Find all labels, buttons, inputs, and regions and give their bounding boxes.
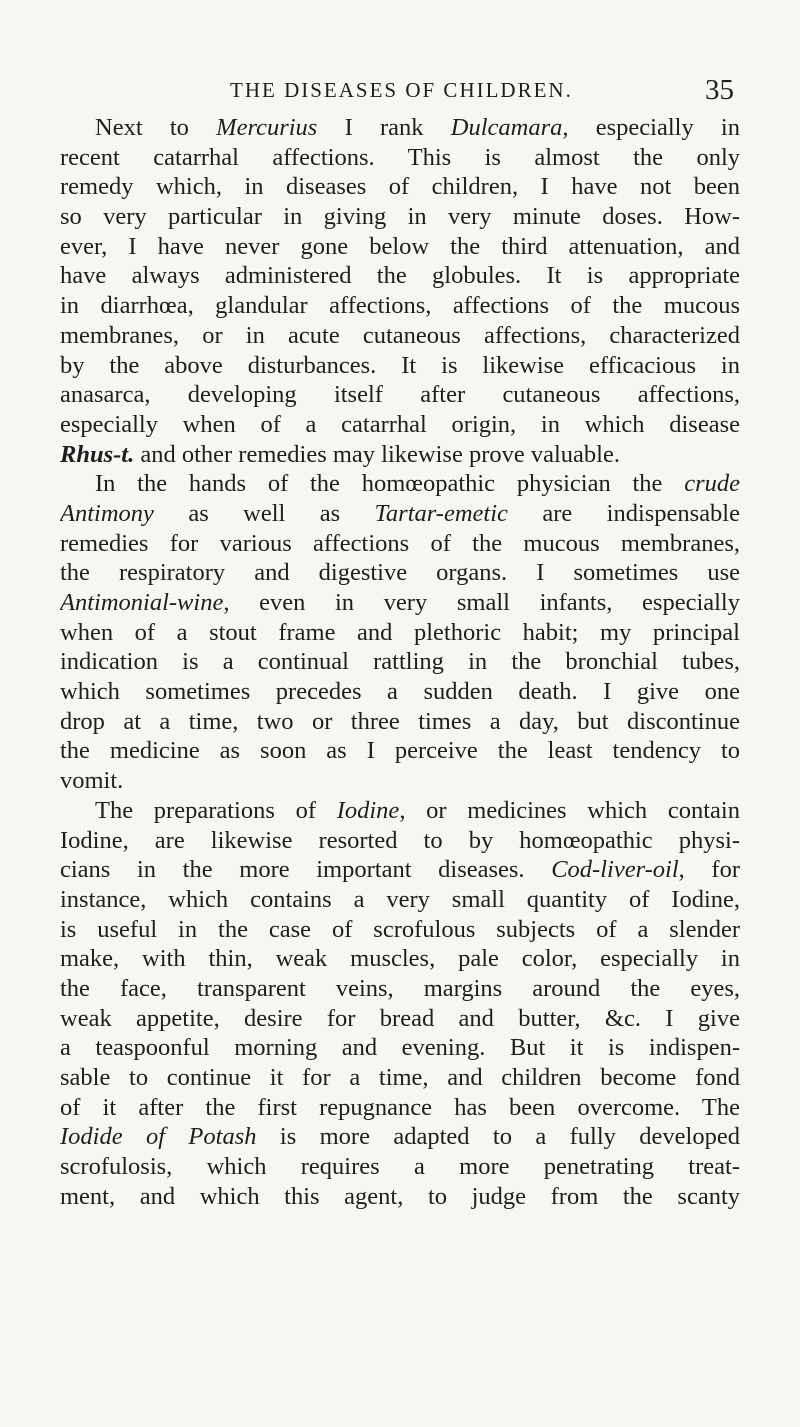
emphasis-text: Antimonial-wine <box>60 589 224 616</box>
text-line <box>60 232 740 262</box>
emphasis-text: Antimony <box>60 499 154 527</box>
text-run: sable to continue it for a time, and children become fond <box>60 1064 740 1091</box>
text-line <box>60 915 740 945</box>
text-run: , even in very small infants, especially <box>223 589 740 616</box>
text-run: ever, I have never gone below the third attenuation, and <box>60 232 740 260</box>
text-run: The preparations of <box>95 796 337 824</box>
text-run: cians in the more important diseases. <box>60 856 552 884</box>
text-line <box>60 469 740 499</box>
emphasis-text: Iodide of Potash <box>60 1123 257 1151</box>
text-line <box>60 499 740 529</box>
body-text <box>60 113 740 1211</box>
text-run: and other remedies may likewise prove valuable. <box>134 440 620 468</box>
text-run: recent catarrhal affections. This is almost the only <box>60 143 740 171</box>
text-line <box>60 440 740 470</box>
text-line <box>60 291 740 321</box>
text-run: indication is a continual rattling in the bronchial tubes, <box>60 648 740 676</box>
text-run: scrofulosis, which requires a more penetrating treat- <box>60 1153 740 1181</box>
text-run: as well as <box>153 499 375 527</box>
text-run: instance, which contains a very small quantity of Iodine, <box>60 885 740 913</box>
text-line <box>60 143 740 173</box>
text-run: , or medicines which contain <box>399 796 740 824</box>
text-run: in diarrhœa, glandular affections, affections of the mucous <box>60 292 740 320</box>
text-run: especially when of a catarrhal origin, in which disease <box>60 410 740 438</box>
page-number: 35 <box>705 74 734 106</box>
emphasis-text: Dulcamara <box>450 114 563 141</box>
text-line <box>60 826 740 856</box>
text-line <box>60 202 740 232</box>
text-line <box>60 707 740 737</box>
text-line <box>60 766 740 796</box>
text-run: weak appetite, desire for bread and butter, &c. I give <box>60 1004 740 1032</box>
text-line <box>60 529 740 559</box>
text-run: the respiratory and digestive organs. I sometimes use <box>60 559 740 587</box>
text-run: vomit. <box>60 767 124 795</box>
text-run: ment, and which this agent, to judge from the scanty <box>60 1182 740 1210</box>
text-run: remedy which, in diseases of children, I have not been <box>60 173 740 201</box>
text-line <box>60 1122 740 1152</box>
text-run: make, with thin, weak muscles, pale color, especially in <box>60 945 740 973</box>
text-run: In the hands of the homœopathic physician the <box>95 470 685 498</box>
text-line <box>60 677 740 707</box>
text-run: have always administered the globules. It is appropriate <box>60 262 740 290</box>
emphasis-text: Iodine <box>336 796 400 824</box>
text-run: are indispensable <box>507 499 740 527</box>
text-run: , especially in <box>562 114 740 141</box>
text-run: the face, transparent veins, margins around the eyes, <box>60 974 740 1002</box>
text-line <box>60 558 740 588</box>
text-line <box>60 618 740 648</box>
emphasis-text: Rhus-t. <box>60 440 135 468</box>
text-run: , for <box>678 856 740 884</box>
text-run: the medicine as soon as I perceive the least tendency to <box>60 737 740 765</box>
text-line <box>60 380 740 410</box>
text-run: remedies for various affections of the mucous membranes, <box>60 529 740 557</box>
text-line <box>60 974 740 1004</box>
text-run: a teaspoonful morning and evening. But it is indispen- <box>60 1034 740 1062</box>
text-line <box>60 1182 740 1212</box>
text-run: so very particular in giving in very minute doses. How- <box>60 203 740 231</box>
text-run: when of a stout frame and plethoric habit; my principal <box>60 618 740 646</box>
text-line <box>60 321 740 351</box>
text-run: of it after the first repugnance has been overcome. The <box>60 1093 740 1121</box>
text-line <box>60 885 740 915</box>
text-line <box>60 647 740 677</box>
text-run: anasarca, developing itself after cutaneous affections, <box>60 381 740 409</box>
text-line <box>60 736 740 766</box>
text-line <box>60 410 740 440</box>
running-title: THE DISEASES OF CHILDREN. <box>230 78 573 102</box>
text-line <box>60 1004 740 1034</box>
text-run: is useful in the case of scrofulous subjects of a slender <box>60 915 740 943</box>
text-line <box>60 113 740 143</box>
running-head <box>0 74 800 110</box>
text-run: by the above disturbances. It is likewise efficacious in <box>60 351 740 379</box>
emphasis-text: Cod-liver-oil <box>551 856 679 884</box>
text-line <box>60 351 740 381</box>
text-run: I rank <box>317 114 451 141</box>
emphasis-text: Tartar-emetic <box>374 499 508 527</box>
emphasis-text: crude <box>684 470 740 498</box>
text-run: Iodine, are likewise resorted to by homœopathic physi- <box>60 826 740 854</box>
text-line <box>60 944 740 974</box>
text-line <box>60 588 740 618</box>
text-run: membranes, or in acute cutaneous affections, characterized <box>60 321 740 349</box>
emphasis-text: Mercurius <box>216 114 318 141</box>
text-line <box>60 1152 740 1182</box>
text-line <box>60 796 740 826</box>
text-line <box>60 261 740 291</box>
text-line <box>60 1033 740 1063</box>
text-line <box>60 1063 740 1093</box>
text-line <box>60 855 740 885</box>
text-line <box>60 1093 740 1123</box>
text-run: Next to <box>95 114 217 141</box>
text-run: is more adapted to a fully developed <box>256 1123 740 1151</box>
text-line <box>60 172 740 202</box>
text-run: drop at a time, two or three times a day, but discontinue <box>60 707 740 735</box>
emphasis-text <box>60 441 134 468</box>
text-run: which sometimes precedes a sudden death. I give one <box>60 678 740 706</box>
